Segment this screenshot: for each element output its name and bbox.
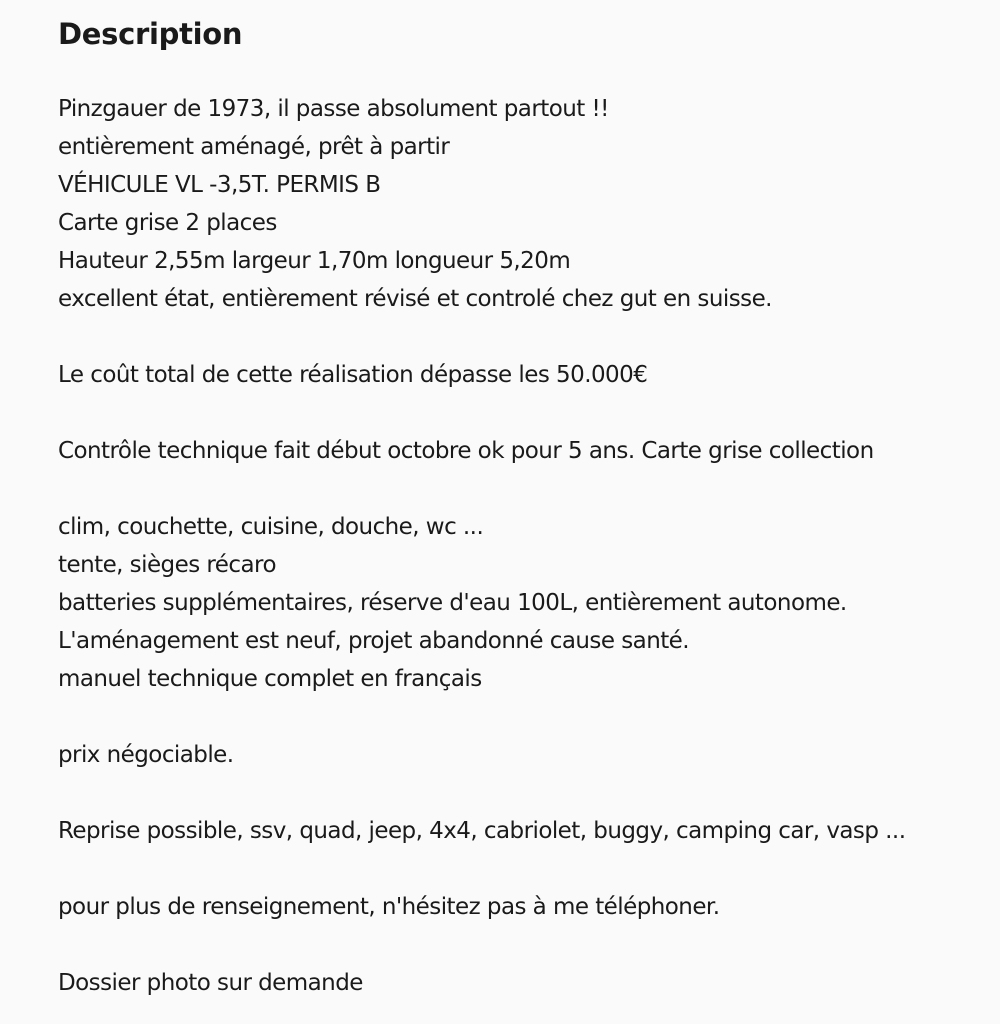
description-line: excellent état, entièrement révisé et controlé chez gut en suisse. [58, 286, 772, 312]
description-body [58, 90, 988, 1002]
description-line: pour plus de renseignement, n'hésitez pas à me téléphoner. [58, 894, 720, 920]
description-line: batteries supplémentaires, réserve d'eau 100L, entièrement autonome. [58, 590, 847, 616]
description-line: entièrement aménagé, prêt à partir [58, 134, 450, 160]
section-title: Description [58, 17, 243, 51]
description-line: Contrôle technique fait début octobre ok pour 5 ans. Carte grise collection [58, 438, 874, 464]
description-line: L'aménagement est neuf, projet abandonné cause santé. [58, 628, 690, 654]
blank-line [58, 850, 988, 888]
description-line: Pinzgauer de 1973, il passe absolument partout !! [58, 96, 609, 122]
description-line: Hauteur 2,55m largeur 1,70m longueur 5,20m [58, 248, 571, 274]
blank-line [58, 926, 988, 964]
description-line: VÉHICULE VL -3,5T. PERMIS B [58, 172, 381, 198]
description-line: Dossier photo sur demande [58, 970, 363, 996]
blank-line [58, 318, 988, 356]
description-line: prix négociable. [58, 742, 234, 768]
description-section [58, 0, 988, 1002]
description-line: Carte grise 2 places [58, 210, 277, 236]
blank-line [58, 470, 988, 508]
description-line: tente, sièges récaro [58, 552, 276, 578]
blank-line [58, 698, 988, 736]
description-line: Le coût total de cette réalisation dépasse les 50.000€ [58, 362, 648, 388]
blank-line [58, 774, 988, 812]
description-line: manuel technique complet en français [58, 666, 482, 692]
blank-line [58, 394, 988, 432]
description-line: clim, couchette, cuisine, douche, wc ... [58, 514, 484, 540]
description-line: Reprise possible, ssv, quad, jeep, 4x4, cabriolet, buggy, camping car, vasp ... [58, 818, 906, 844]
